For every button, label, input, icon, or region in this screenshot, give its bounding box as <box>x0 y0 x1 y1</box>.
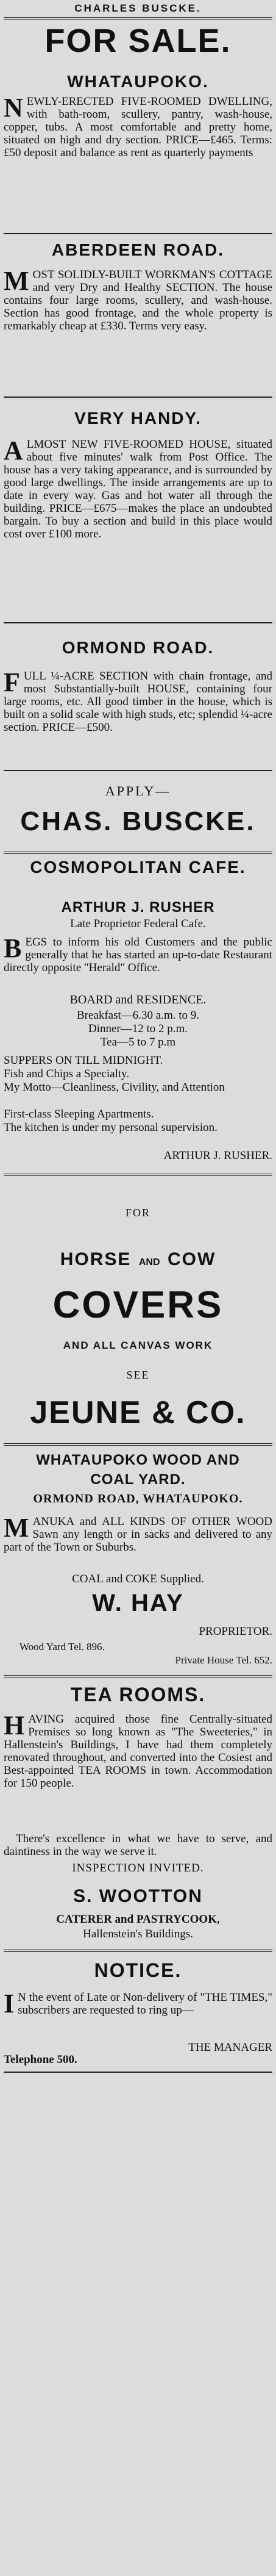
divider <box>4 622 272 623</box>
divider <box>4 1950 272 1952</box>
cafe-dinner: Dinner—12 to 2 p.m. <box>88 1022 188 1035</box>
cafe-suppers: SUPPERS ON TILL MIDNIGHT. <box>4 1054 163 1067</box>
wood-title-line2: COAL YARD. <box>90 1471 186 1488</box>
divider <box>4 1443 272 1446</box>
jeune-see: SEE <box>126 1369 150 1381</box>
notice-telephone: Telephone 500. <box>4 2053 77 2066</box>
wood-tel-yard: Wood Yard Tel. 896. <box>19 1641 105 1652</box>
divider <box>4 17 272 20</box>
advertiser-header: CHARLES BUSCKE. <box>74 2 202 14</box>
tea-buildings: Hallenstein's Buildings. <box>83 1928 193 1940</box>
newspaper-column <box>4 0 272 2576</box>
wood-body: MANUKA and ALL KINDS OF OTHER WOOD Sawn any length or in sacks and delivered to any part of the Town or Suburbs. <box>4 1513 272 1554</box>
wood-proprietor-label: PROPRIETOR. <box>199 1625 272 1638</box>
listing-heading: WHATAUPOKO. <box>67 72 209 91</box>
cafe-late-note: Late Proprietor Federal Cafe. <box>70 917 206 930</box>
cafe-fish: Fish and Chips a Specialty. <box>4 1067 130 1080</box>
listing-body: ALMOST NEW FIVE-ROOMED HOUSE, situated about five minutes' walk from Post Office. The house has a very taking appearance, and is surrounded by good large dwellings. The inside arrangements are up to date in every way. Gas and hot water all through the building. PRICE—£675—makes the place an undoubted bargain. To buy a section and build in this place would cost over £100 more. <box>4 436 272 540</box>
cafe-body: BEGS to inform his old Customers and the public generally that he has started an up-to-date Restaurant directly opposite "Herald" Office. <box>4 933 272 974</box>
agent-name: CHAS. BUSCKE. <box>20 806 256 836</box>
cafe-proprietor: ARTHUR J. RUSHER <box>61 899 215 916</box>
wood-proprietor-name: W. HAY <box>92 1590 184 1616</box>
listing-heading: VERY HANDY. <box>74 409 202 428</box>
tea-title: TEA ROOMS. <box>70 1684 206 1706</box>
apply-label: APPLY— <box>105 783 171 798</box>
listing-heading: ABERDEEN ROAD. <box>51 240 225 259</box>
cafe-motto: My Motto—Cleanliness, Civility, and Attention <box>4 1081 225 1094</box>
tea-body-2: There's excellence in what we have to serve, and daintiness in the way we serve it. <box>4 1832 272 1858</box>
jeune-for: FOR <box>125 1207 150 1219</box>
cafe-sleeping: First-class Sleeping Apartments. <box>4 1108 154 1121</box>
tea-invited: INSPECTION INVITED. <box>72 1862 204 1875</box>
listing-body: FULL ¼-ACRE SECTION with chain frontage, and most Substantially-built HOUSE, containing four large rooms, etc. All good timber in the house, which is built on a solid scale with high studs, etc; splendid ¼-acre section. PRICE—£500. <box>4 667 272 734</box>
wood-coal: COAL and COKE Supplied. <box>72 1573 204 1585</box>
listing-heading: ORMOND ROAD. <box>62 638 214 657</box>
cafe-board: BOARD and RESIDENCE. <box>69 993 207 1006</box>
tea-caterer: CATERER and PASTRYCOOK, <box>56 1913 220 1926</box>
jeune-name: JEUNE & CO. <box>30 1395 246 1430</box>
tea-body: HAVING acquired those fine Centrally-situated Premises so long known as "The Sweeteries," in Hallenstein's Buildings, I have had them completely renovated throughout, and converted into the Cosiest and Best-appointed TEA ROOMS in town. Accommodation for 150 people. <box>4 1710 272 1790</box>
divider <box>4 852 272 854</box>
wood-address: ORMOND ROAD, WHATAUPOKO. <box>33 1492 243 1505</box>
notice-manager: THE MANAGER <box>188 2041 272 2054</box>
jeune-canvas: AND ALL CANVAS WORK <box>63 1340 213 1351</box>
cafe-signature: ARTHUR J. RUSHER. <box>163 1149 272 1162</box>
listing-body: MOST SOLIDLY-BUILT WORKMAN'S COTTAGE and very Dry and Healthy SECTION. The house contains four large rooms, scullery, and wash-house. Section has good frontage, and the whole property is remarkably cheap at £330. Terms very easy. <box>4 266 272 332</box>
divider <box>4 233 272 234</box>
cafe-breakfast: Breakfast—6.30 a.m. to 9. <box>76 1009 200 1022</box>
cafe-title: COSMOPOLITAN CAFE. <box>30 858 246 877</box>
notice-body: I N the event of Late or Non-delivery of "THE TIMES," subscribers are requested to ring up— <box>4 1989 272 2018</box>
divider <box>4 770 272 771</box>
notice-title: NOTICE. <box>94 1959 182 1981</box>
tea-name: S. WOOTTON <box>73 1886 203 1906</box>
cafe-tea: Tea—5 to 7 p.m <box>100 1036 176 1049</box>
divider <box>4 1675 272 1677</box>
cafe-kitchen: The kitchen is under my personal supervision. <box>4 1121 218 1134</box>
divider <box>4 396 272 398</box>
jeune-covers: COVERS <box>52 1284 224 1326</box>
wood-tel-house: Private House Tel. 652. <box>175 1654 272 1666</box>
divider <box>4 2072 272 2073</box>
listing-body: NEWLY-ERECTED FIVE-ROOMED DWELLING, with bath-room, scullery, pantry, wash-house, copper, tubs. A most comfortable and pretty home, situated on high and dry section. PRICE—£465. Terms: £50 deposit and balance as rent as quarterly payments <box>4 93 272 159</box>
divider <box>4 1174 272 1176</box>
wood-title-line1: WHATAUPOKO WOOD AND <box>36 1452 240 1468</box>
jeune-horse-cow: HORSE AND COW <box>60 1249 216 1269</box>
for-sale-title: FOR SALE. <box>44 23 232 59</box>
